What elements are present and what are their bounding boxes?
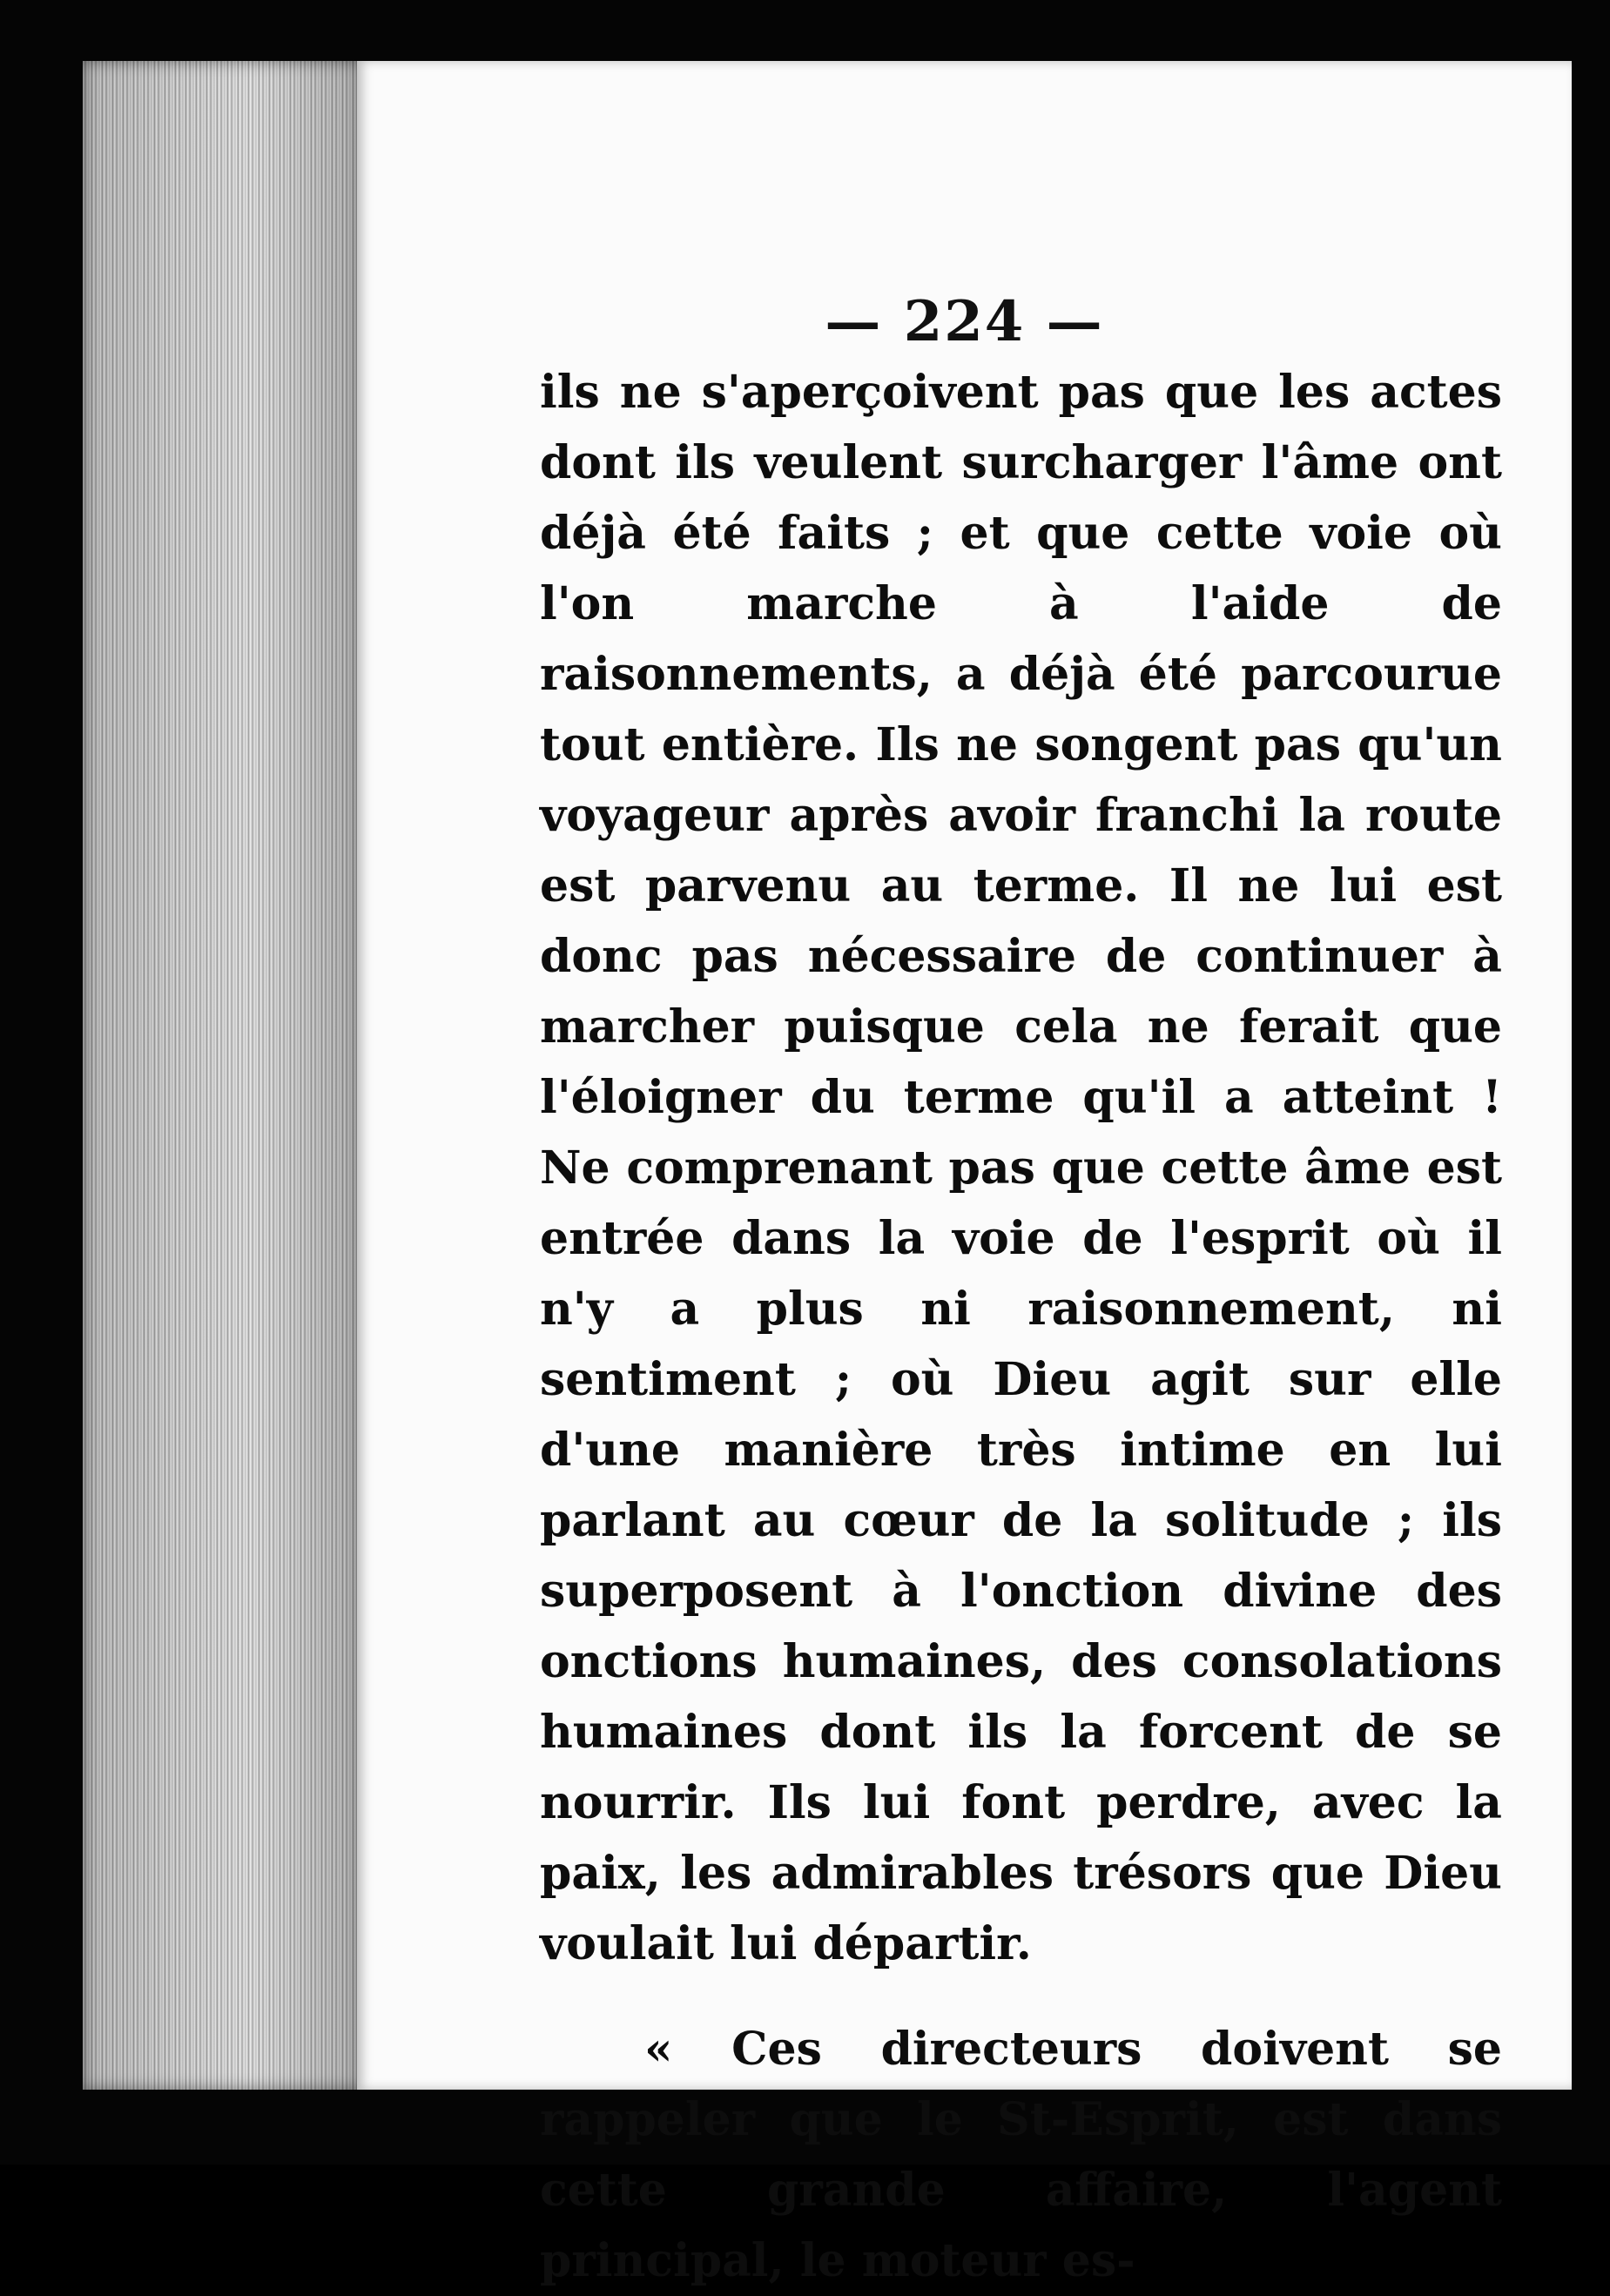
paragraph-1: ils ne s'aperçoivent pas que les actes dont ils veulent surcharger l'âme ont déjà été faits ; et que cette voie où l'on marche à l'aide de raisonnements, a déjà été parcourue tout entière. Ils ne songent pas qu'un voyageur après avoir franchi la route est parvenu au terme. Il ne lui est donc pas nécessaire de continuer à marcher puisque cela ne ferait que l'éloigner du terme qu'il a atteint ! Ne comprenant pas que cette âme est entrée dans la voie de l'esprit où il n'y a plus ni raisonnement, ni sentiment ; où Dieu agit sur elle d'une manière très intime en lui parlant au cœur de la solitude ; ils superposent à l'onction divine des onctions humaines, des consolations humaines dont ils la forcent de se nourrir. Ils lui font perdre, avec la paix, les admirables trésors que Dieu voulait lui départir.	[540, 366, 1502, 1970]
body-text	[540, 357, 1502, 2296]
page-number: — 224 —	[825, 289, 1104, 354]
book-page	[357, 61, 1572, 2287]
book-page-edges	[83, 61, 361, 2090]
paragraph-2: « Ces directeurs doivent se rappeler que le St-Esprit, est dans cette grande affaire, l'agent principal, le moteur es-	[540, 2023, 1502, 2287]
